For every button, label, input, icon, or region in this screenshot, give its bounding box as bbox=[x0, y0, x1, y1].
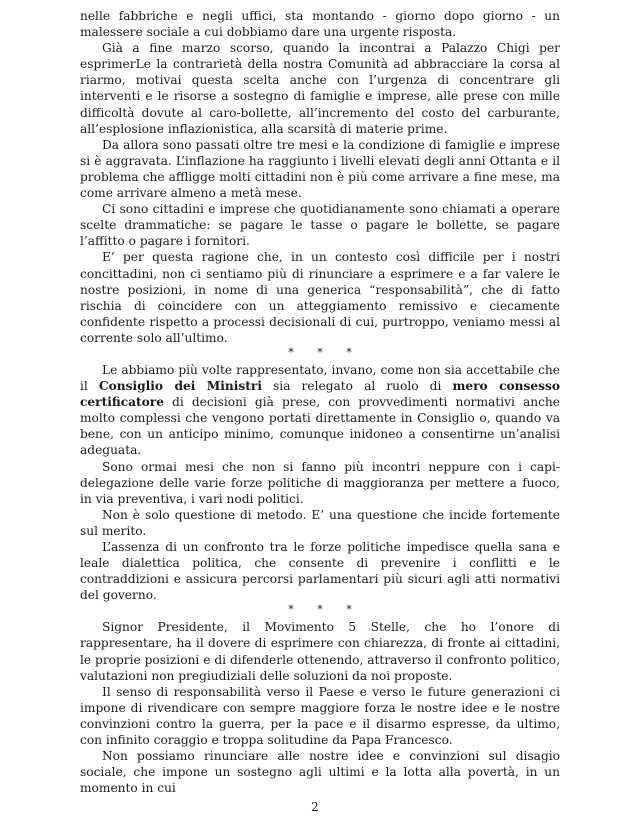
section-separator: * * * bbox=[288, 345, 362, 359]
paragraph: Già a fine marzo scorso, quando la incontrai a Palazzo Chigi per esprimerLe la contrarietà della nostra Comunità ad abbracciare la corsa al riarmo, motivai questa scelta anche con l’urgenza di concentrare gli interventi e le risorse a sostegno di famiglie e imprese, alle prese con mille difficoltà dovute al caro-bollette, all’incremento del costo del carburante, all’esplosione inflazionistica, alla scarsità di materie prime. bbox=[80, 41, 560, 136]
page-number: 2 bbox=[311, 800, 319, 814]
paragraph: Signor Presidente, il Movimento 5 Stelle, che ho l’onore di rappresentare, ha il dovere di esprimere con chiarezza, di fronte ai cittadini, le proprie posizioni e di difenderle ottenendo, attraverso il confronto politico, valutazioni non pregiudiziali delle soluzioni da noi proposte. bbox=[80, 620, 560, 683]
bold-text: Consiglio dei Ministri bbox=[98, 379, 262, 394]
section-separator: * * * bbox=[288, 603, 362, 617]
text-run: Le abbiamo più volte rappresentato, invano, come non sia accettabile che il bbox=[80, 362, 560, 394]
paragraph: Da allora sono passati oltre tre mesi e la condizione di famiglie e imprese si è aggravata. L’inflazione ha raggiunto i livelli elevati degli anni Ottanta e il problema che affligge molti cittadini non è più come arrivare a fine mese, ma come arrivare almeno a metà mese. bbox=[80, 137, 560, 201]
paragraph: Ci sono cittadini e imprese che quotidianamente sono chiamati a operare scelte drammatiche: se pagare le tasse o pagare le bollette, se pagare l’affitto o pagare i fornitori. bbox=[80, 202, 560, 249]
paragraph: L’assenza di un confronto tra le forze politiche impedisce quella sana e leale dialettica politica, che consente di prevenire i conflitti e le contraddizioni e assicura percorsi parlamentari più sicuri agli atti normativi del governo. bbox=[80, 540, 560, 603]
bold-text: mero consesso certificatore bbox=[80, 379, 561, 410]
paragraph bbox=[80, 362, 560, 459]
paragraph: nelle fabbriche e negli uffici, sta montando - giorno dopo giorno - un malessere sociale a cui dobbiamo dare una urgente risposta. bbox=[80, 9, 560, 40]
text-run: di decisioni già prese, con provvedimenti normativi anche molto complessi che vengono portati direttamente in Consiglio o, quando va bene, con un anticipo minimo, comunque inidoneo a consentirne un’analisi adeguata. bbox=[80, 395, 560, 458]
paragraph: Non è solo questione di metodo. E’ una questione che incide fortemente sul merito. bbox=[80, 507, 560, 538]
document-page bbox=[80, 8, 560, 796]
paragraph: Non possiamo rinunciare alle nostre idee e convinzioni sul disagio sociale, che impone un sostegno agli ultimi e la lotta alla povertà, in un momento in cui bbox=[80, 749, 560, 796]
paragraph: E’ per questa ragione che, in un contesto così difficile per i nostri concittadini, non ci sentiamo più di rinunciare a esprimere e a far valere le nostre posizioni, in nome di una generica “responsabilità”, che di fatto rischia di coincidere con un atteggiamento remissivo e ciecamente confidente rispetto a processi decisionali di cui, purtroppo, veniamo messi al corrente solo all’ultimo. bbox=[80, 250, 560, 345]
paragraph: Sono ormai mesi che non si fanno più incontri neppure con i capi-delegazione delle varie forze politiche di maggioranza per mettere a fuoco, in via preventiva, i vari nodi politici. bbox=[80, 459, 560, 506]
paragraph: Il senso di responsabilità verso il Paese e verso le future generazioni ci impone di rivendicare con sempre maggiore forza le nostre idee e le nostre convinzioni contro la guerra, per la pace e il disarmo espresse, da ultimo, con infinito coraggio e troppa solitudine da Papa Francesco. bbox=[80, 684, 560, 748]
text-run: sia relegato al ruolo di bbox=[261, 379, 453, 394]
